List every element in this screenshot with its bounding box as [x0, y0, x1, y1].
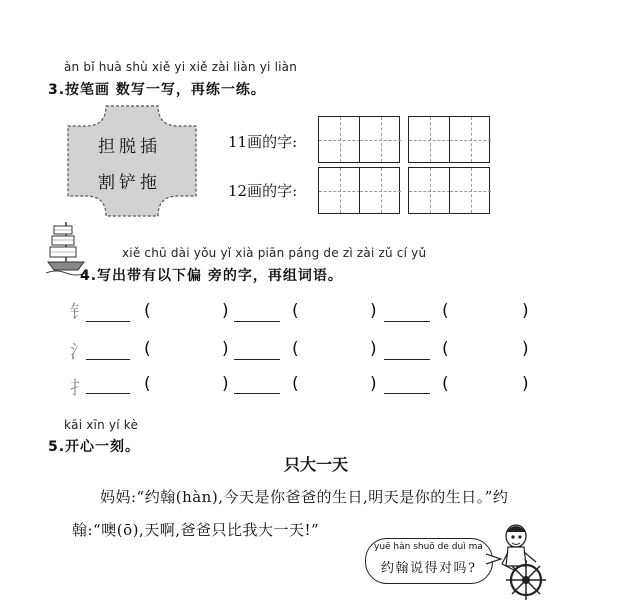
radical-shou: 扌 [70, 378, 88, 399]
answer-blank[interactable] [384, 321, 430, 322]
chars-row1: 担脱插 [98, 137, 161, 157]
section3-pinyin: àn bǐ huà shù xiě yi xiě zài liàn yi liàn [64, 60, 298, 74]
character-shape [66, 104, 198, 218]
cartoon-sailor-icon [496, 520, 554, 604]
label-11-strokes: 11画的字: [228, 133, 298, 151]
open-paren: ( [292, 301, 299, 321]
close-paren: ) [370, 339, 377, 359]
open-paren: ( [442, 339, 449, 359]
close-paren: ) [522, 339, 529, 359]
radical-jin: 钅 [70, 302, 88, 323]
writing-grid[interactable] [408, 167, 490, 214]
bubble-text: 约翰说得对吗? [381, 561, 477, 576]
section4-heading: 4.写出带有以下偏 旁的字，再组词语。 [80, 268, 343, 284]
close-paren: ) [522, 301, 529, 321]
close-paren: ) [370, 374, 377, 394]
open-paren: ( [292, 374, 299, 394]
answer-blank[interactable] [234, 393, 280, 394]
answer-blank[interactable] [86, 359, 130, 360]
open-paren: ( [292, 339, 299, 359]
section4-pinyin: xiě chū dài yǒu yǐ xià piān páng de zì zài zǔ cí yǔ [122, 246, 427, 260]
open-paren: ( [144, 374, 151, 394]
open-paren: ( [442, 374, 449, 394]
writing-grid[interactable] [408, 116, 490, 163]
writing-grid[interactable] [318, 167, 400, 214]
answer-blank[interactable] [86, 321, 130, 322]
section5-pinyin: kāi xīn yí kè [64, 418, 139, 432]
radical-shui: 氵 [70, 342, 88, 363]
section3-heading: 3.按笔画 数写一写，再练一练。 [48, 82, 266, 98]
section5-heading: 5.开心一刻。 [48, 439, 141, 455]
open-paren: ( [144, 301, 151, 321]
close-paren: ) [522, 374, 529, 394]
chars-row2: 割铲拖 [98, 173, 161, 193]
bubble-pinyin: yuē hàn shuō de duì ma [374, 542, 483, 552]
open-paren: ( [442, 301, 449, 321]
story-line-2: 翰:“噢(ō),天啊,爸爸只比我大一天!” [72, 521, 320, 539]
label-12-strokes: 12画的字: [228, 182, 298, 200]
writing-grid[interactable] [318, 116, 400, 163]
answer-blank[interactable] [234, 359, 280, 360]
answer-blank[interactable] [234, 321, 280, 322]
close-paren: ) [370, 301, 377, 321]
close-paren: ) [222, 301, 229, 321]
answer-blank[interactable] [384, 393, 430, 394]
open-paren: ( [144, 339, 151, 359]
answer-blank[interactable] [384, 359, 430, 360]
story-line-1: 妈妈:“约翰(hàn),今天是你爸爸的生日,明天是你的生日。”约 [100, 488, 509, 506]
answer-blank[interactable] [86, 393, 130, 394]
close-paren: ) [222, 339, 229, 359]
story-title: 只大一天 [284, 455, 349, 474]
close-paren: ) [222, 374, 229, 394]
